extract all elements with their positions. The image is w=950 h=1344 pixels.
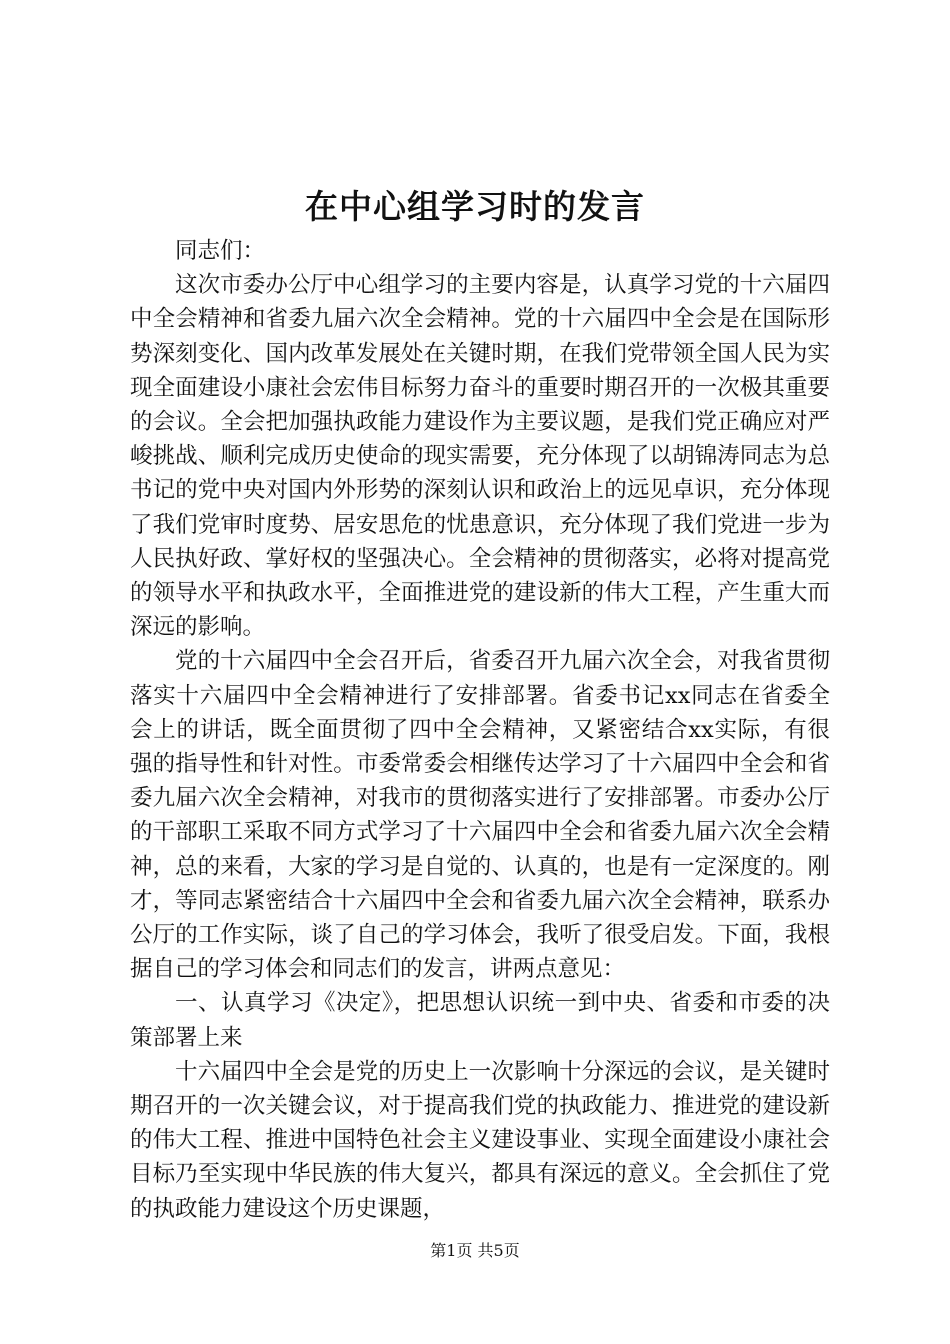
salutation-paragraph: 同志们： [175, 238, 266, 264]
body-paragraph: 这次市委办公厅中心组学习的主要内容是，认真学习党的十六届四中全会精神和省委九届六次全会精神。党的十六届四中全会是在国际形势深刻变化、国内改革发展处在关键时期，在我们党带领全国人民为实现全面建设小康社会宏伟目标努力奋斗的重要时期召开的一次极其重要的会议。全会把加强执政能力建设作为主要议题，是我们党正确应对严峻挑战、顺利完成历史使命的现实需要，充分体现了以胡锦涛同志为总书记的党中央对国内外形势的深刻认识和政治上的远见卓识，充分体现了我们党审时度势、居安思危的忧患意识，充分体现了我们党进一步为人民执好政、掌好权的坚强决心。全会精神的贯彻落实，必将对提高党的领导水平和执政水平，全面推进党的建设新的伟大工程，产生重大而深远的影响。 [130, 272, 830, 641]
document-body [130, 234, 830, 1226]
body-paragraph: 十六届四中全会是党的历史上一次影响十分深远的会议，是关键时期召开的一次关键会议，对于提高我们党的执政能力、推进党的建设新的伟大工程、推进中国特色社会主义建设事业、实现全面建设小康社会目标乃至实现中华民族的伟大复兴，都具有深远的意义。全会抓住了党的执政能力建设这个历史课题， [130, 1058, 830, 1222]
body-paragraph: 党的十六届四中全会召开后，省委召开九届六次全会，对我省贯彻落实十六届四中全会精神进行了安排部署。省委书记xx同志在省委全会上的讲话，既全面贯彻了四中全会精神，又紧密结合xx实际，有很强的指导性和针对性。市委常委会相继传达学习了十六届四中全会和省委九届六次全会精神，对我市的贯彻落实进行了安排部署。市委办公厅的干部职工采取不同方式学习了十六届四中全会和省委九届六次全会精神，总的来看，大家的学习是自觉的、认真的，也是有一定深度的。刚才，等同志紧密结合十六届四中全会和省委九届六次全会精神，联系办公厅的工作实际，谈了自己的学习体会，我听了很受启发。下面，我根据自己的学习体会和同志们的发言，讲两点意见： [130, 648, 830, 983]
page-number-footer: 第1页 共5页 [430, 1241, 520, 1260]
document-title: 在中心组学习时的发言 [305, 187, 645, 226]
section-heading: 一、认真学习《决定》，把思想认识统一到中央、省委和市委的决策部署上来 [130, 990, 830, 1051]
